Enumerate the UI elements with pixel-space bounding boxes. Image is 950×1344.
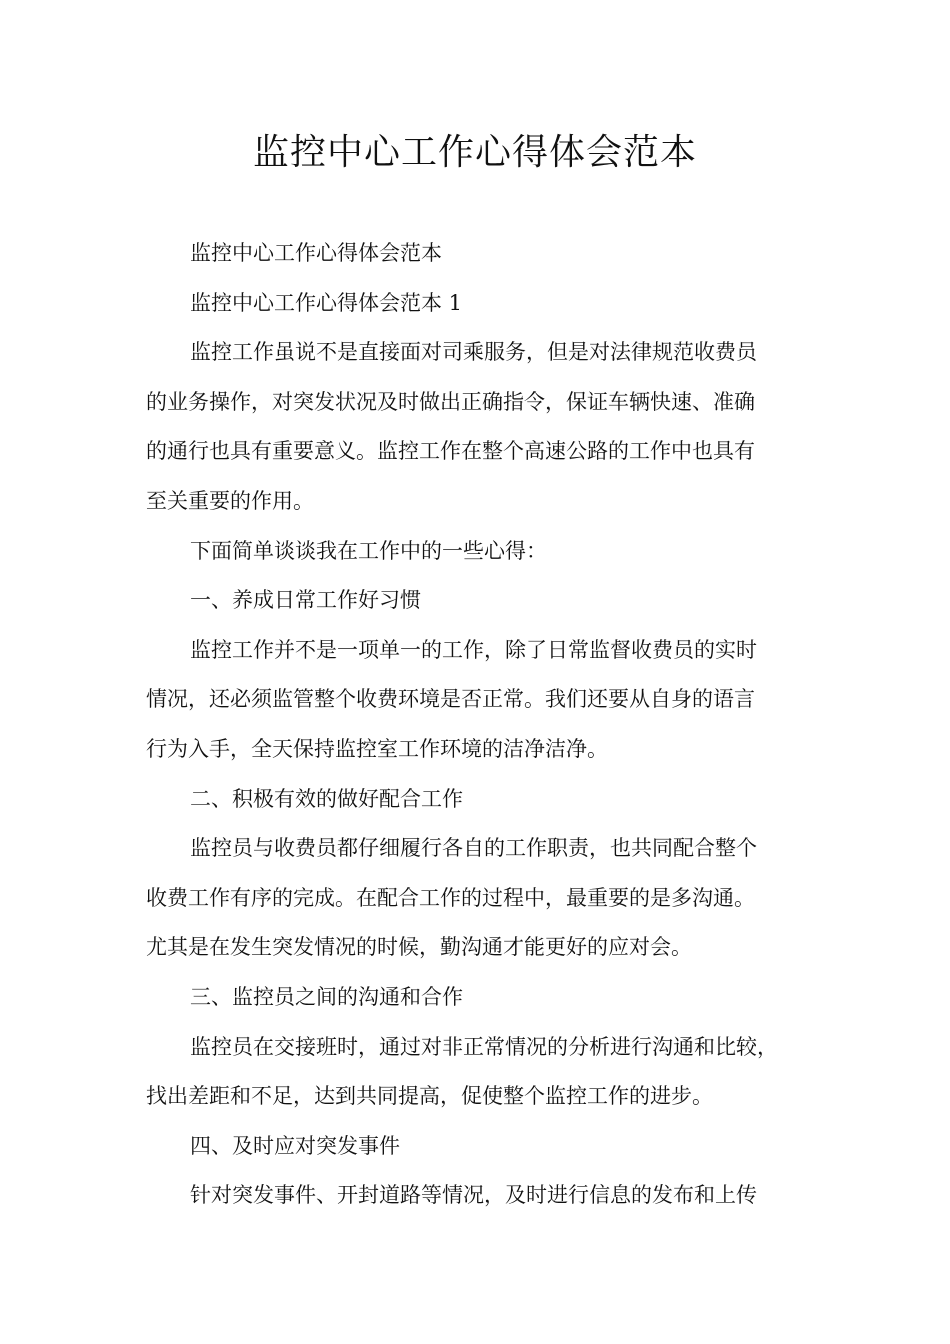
paragraph-line: 的通行也具有重要意义。监控工作在整个高速公路的工作中也具有 <box>146 439 755 464</box>
section-heading-text: 一、养成日常工作好习惯 <box>190 588 421 613</box>
paragraph <box>146 229 836 279</box>
paragraph-line: 监控员与收费员都仔细履行各自的工作职责，也共同配合整个 <box>190 836 757 861</box>
paragraph <box>146 1171 836 1221</box>
paragraph-line: 至关重要的作用。 <box>146 488 314 513</box>
paragraph-line: 找出差距和不足，达到共同提高，促使整个监控工作的进步。 <box>146 1084 713 1109</box>
section-heading <box>146 1122 836 1172</box>
paragraph <box>146 824 836 973</box>
paragraph <box>146 626 836 775</box>
paragraph-line: 针对突发事件、开封道路等情况，及时进行信息的发布和上传 <box>190 1183 757 1208</box>
paragraph <box>146 1023 836 1122</box>
paragraph-line: 下面简单谈谈我在工作中的一些心得： <box>190 538 547 563</box>
section-heading <box>146 576 836 626</box>
document-body <box>146 229 836 1221</box>
paragraph <box>146 527 836 577</box>
paragraph-line: 情况，还必须监管整个收费环境是否正常。我们还要从自身的语言 <box>146 687 755 712</box>
paragraph <box>146 328 836 526</box>
paragraph-line: 收费工作有序的完成。在配合工作的过程中，最重要的是多沟通。 <box>146 885 755 910</box>
paragraph-line: 监控中心工作心得体会范本 <box>190 241 442 265</box>
paragraph-line: 尤其是在发生突发情况的时候，勤沟通才能更好的应对会。 <box>146 935 692 960</box>
paragraph-line: 的业务操作，对突发状况及时做出正确指令，保证车辆快速、准确 <box>146 389 755 414</box>
paragraph-line: 监控中心工作心得体会范本 1 <box>190 290 463 315</box>
section-heading-text: 二、积极有效的做好配合工作 <box>190 786 463 811</box>
section-heading <box>146 775 836 825</box>
paragraph-line: 监控工作虽说不是直接面对司乘服务，但是对法律规范收费员 <box>190 340 757 365</box>
paragraph-line: 监控员在交接班时，通过对非正常情况的分析进行沟通和比较， <box>190 1034 778 1059</box>
paragraph-line: 行为入手，全天保持监控室工作环境的洁净洁净。 <box>146 736 608 761</box>
section-heading <box>146 973 836 1023</box>
paragraph-line: 监控工作并不是一项单一的工作，除了日常监督收费员的实时 <box>190 637 757 662</box>
paragraph <box>146 279 836 329</box>
section-heading-text: 三、监控员之间的沟通和合作 <box>190 984 463 1009</box>
document-title: 监控中心工作心得体会范本 <box>252 132 697 173</box>
section-heading-text: 四、及时应对突发事件 <box>190 1133 400 1158</box>
